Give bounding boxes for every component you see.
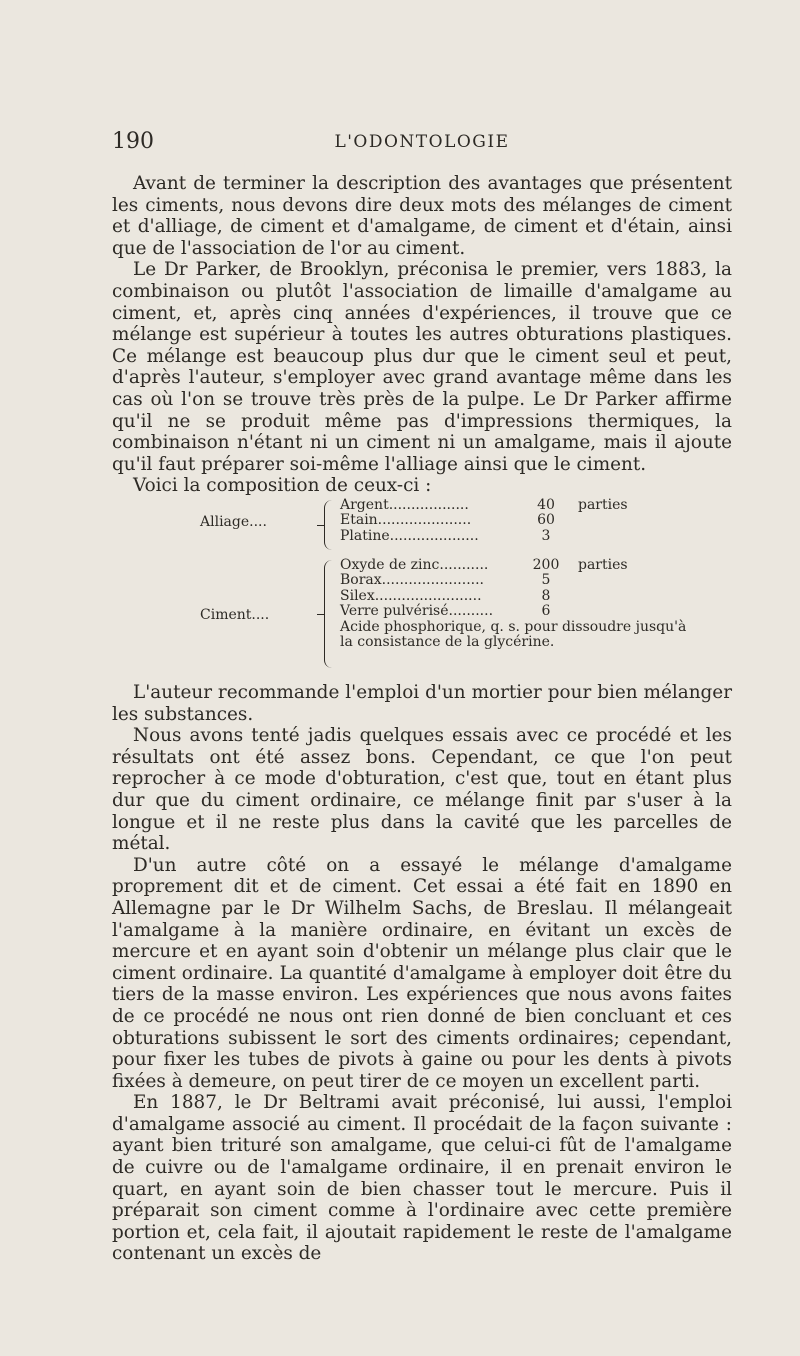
table-row (340, 589, 740, 604)
body-text-top (112, 173, 732, 497)
table-row (340, 529, 740, 544)
paragraph: Voici la composition de ceux-ci : (133, 475, 432, 497)
page-number: 190 (112, 129, 154, 154)
alliage-label: Alliage.... (200, 514, 267, 530)
brace-icon (324, 500, 333, 550)
ciment-group (120, 558, 740, 670)
ingredient-quantity: 6 (541, 603, 551, 620)
ingredient-unit: parties (578, 497, 628, 513)
ingredient-name: Oxyde de zinc........... (340, 557, 489, 573)
body-text-bottom (112, 682, 732, 1265)
ingredient-name: Etain..................... (340, 512, 472, 529)
paragraph: Avant de terminer la description des avantages que présentent les ciments, nous devons dire deux mots des mélanges de ciment et d'alliage, de ciment et d'amalgame, de ciment et d'étain, ainsi que de l'association de l'or au ciment. (112, 173, 732, 259)
ingredient-quantity: 200 (532, 557, 560, 573)
page-header (112, 129, 732, 159)
ingredient-quantity: 60 (537, 512, 555, 529)
ingredient-quantity: 40 (537, 497, 555, 513)
composition-table (120, 498, 740, 670)
paragraph: Nous avons tenté jadis quelques essais avec ce procédé et les résultats ont été assez bons. Cependant, ce que l'on peut reprocher à ce mode d'obturation, c'est que, tout en étant plus dur que du ciment ordinaire, ce mélange finit par s'user à la longue et il ne reste plus dans la cavité que les parcelles de métal. (112, 725, 732, 855)
table-row (340, 513, 740, 528)
ingredient-name: Borax....................... (340, 572, 485, 589)
alliage-group (120, 498, 740, 552)
table-row (340, 498, 740, 513)
table-note-line: la consistance de la glycérine. (340, 633, 555, 650)
ingredient-quantity: 3 (541, 527, 551, 544)
ingredient-name: Verre pulvérisé.......... (340, 603, 494, 620)
paragraph: L'auteur recommande l'emploi d'un mortier pour bien mélanger les substances. (112, 682, 732, 725)
paragraph: Le Dr Parker, de Brooklyn, préconisa le premier, vers 1883, la combinaison ou plutôt l'association de limaille d'amalgame au ciment, et, après cinq années d'expériences, il trouve que ce mélange est supérieur à toutes les autres obturations plastiques. Ce mélange est beaucoup plus dur que le ciment seul et peut, d'après l'auteur, s'employer avec grand avantage même dans les cas où l'on se trouve très près de la pulpe. Le Dr Parker affirme qu'il ne se produit même pas d'impressions thermiques, la combinaison n'étant ni un ciment ni un amalgame, mais il ajoute qu'il faut préparer soi-même l'alliage ainsi que le ciment. (112, 259, 732, 475)
ingredient-name: Silex........................ (340, 587, 482, 604)
ingredient-unit: parties (578, 557, 628, 573)
running-head: L'ODONTOLOGIE (334, 132, 510, 152)
ingredient-name: Platine.................... (340, 527, 479, 544)
table-row (340, 604, 740, 619)
paragraph: En 1887, le Dr Beltrami avait préconisé, lui aussi, l'emploi d'amalgame associé au ciment. Il procédait de la façon suivante : ayant bien trituré son amalgame, que celui-ci fût de l'amalgame de cuivre ou de l'amalgame ordinaire, il en prenait environ le quart, en ayant soin de bien chasser tout le mercure. Puis il préparait son ciment comme à l'ordinaire avec cette première portion et, cela fait, il ajoutait rapidement le reste de l'amalgame contenant un excès de (112, 1092, 732, 1265)
table-row (340, 558, 740, 573)
brace-icon (324, 560, 333, 668)
table-row (340, 573, 740, 588)
ciment-label: Ciment.... (200, 607, 270, 623)
ingredient-quantity: 8 (541, 587, 551, 604)
paragraph: D'un autre côté on a essayé le mélange d'amalgame proprement dit et de ciment. Cet essai a été fait en 1890 en Allemagne par le Dr Wilhelm Sachs, de Breslau. Il mélangeait l'amalgame à la manière ordinaire, en évitant un excès de mercure et en ayant soin d'obtenir un mélange plus clair que le ciment ordinaire. La quantité d'amalgame à employer doit être du tiers de la masse environ. Les expériences que nous avons faites de ce procédé ne nous ont rien donné de bien concluant et ces obturations subissent le sort des ciments ordinaires; cependant, pour fixer les tubes de pivots à gaine ou pour les dents à pivots fixées à demeure, on peut tirer de ce moyen un excellent parti. (112, 854, 732, 1092)
ingredient-quantity: 5 (541, 572, 551, 589)
ingredient-name: Argent.................. (340, 497, 469, 513)
table-note-line: Acide phosphorique, q. s. pour dissoudre jusqu'à (340, 618, 687, 635)
